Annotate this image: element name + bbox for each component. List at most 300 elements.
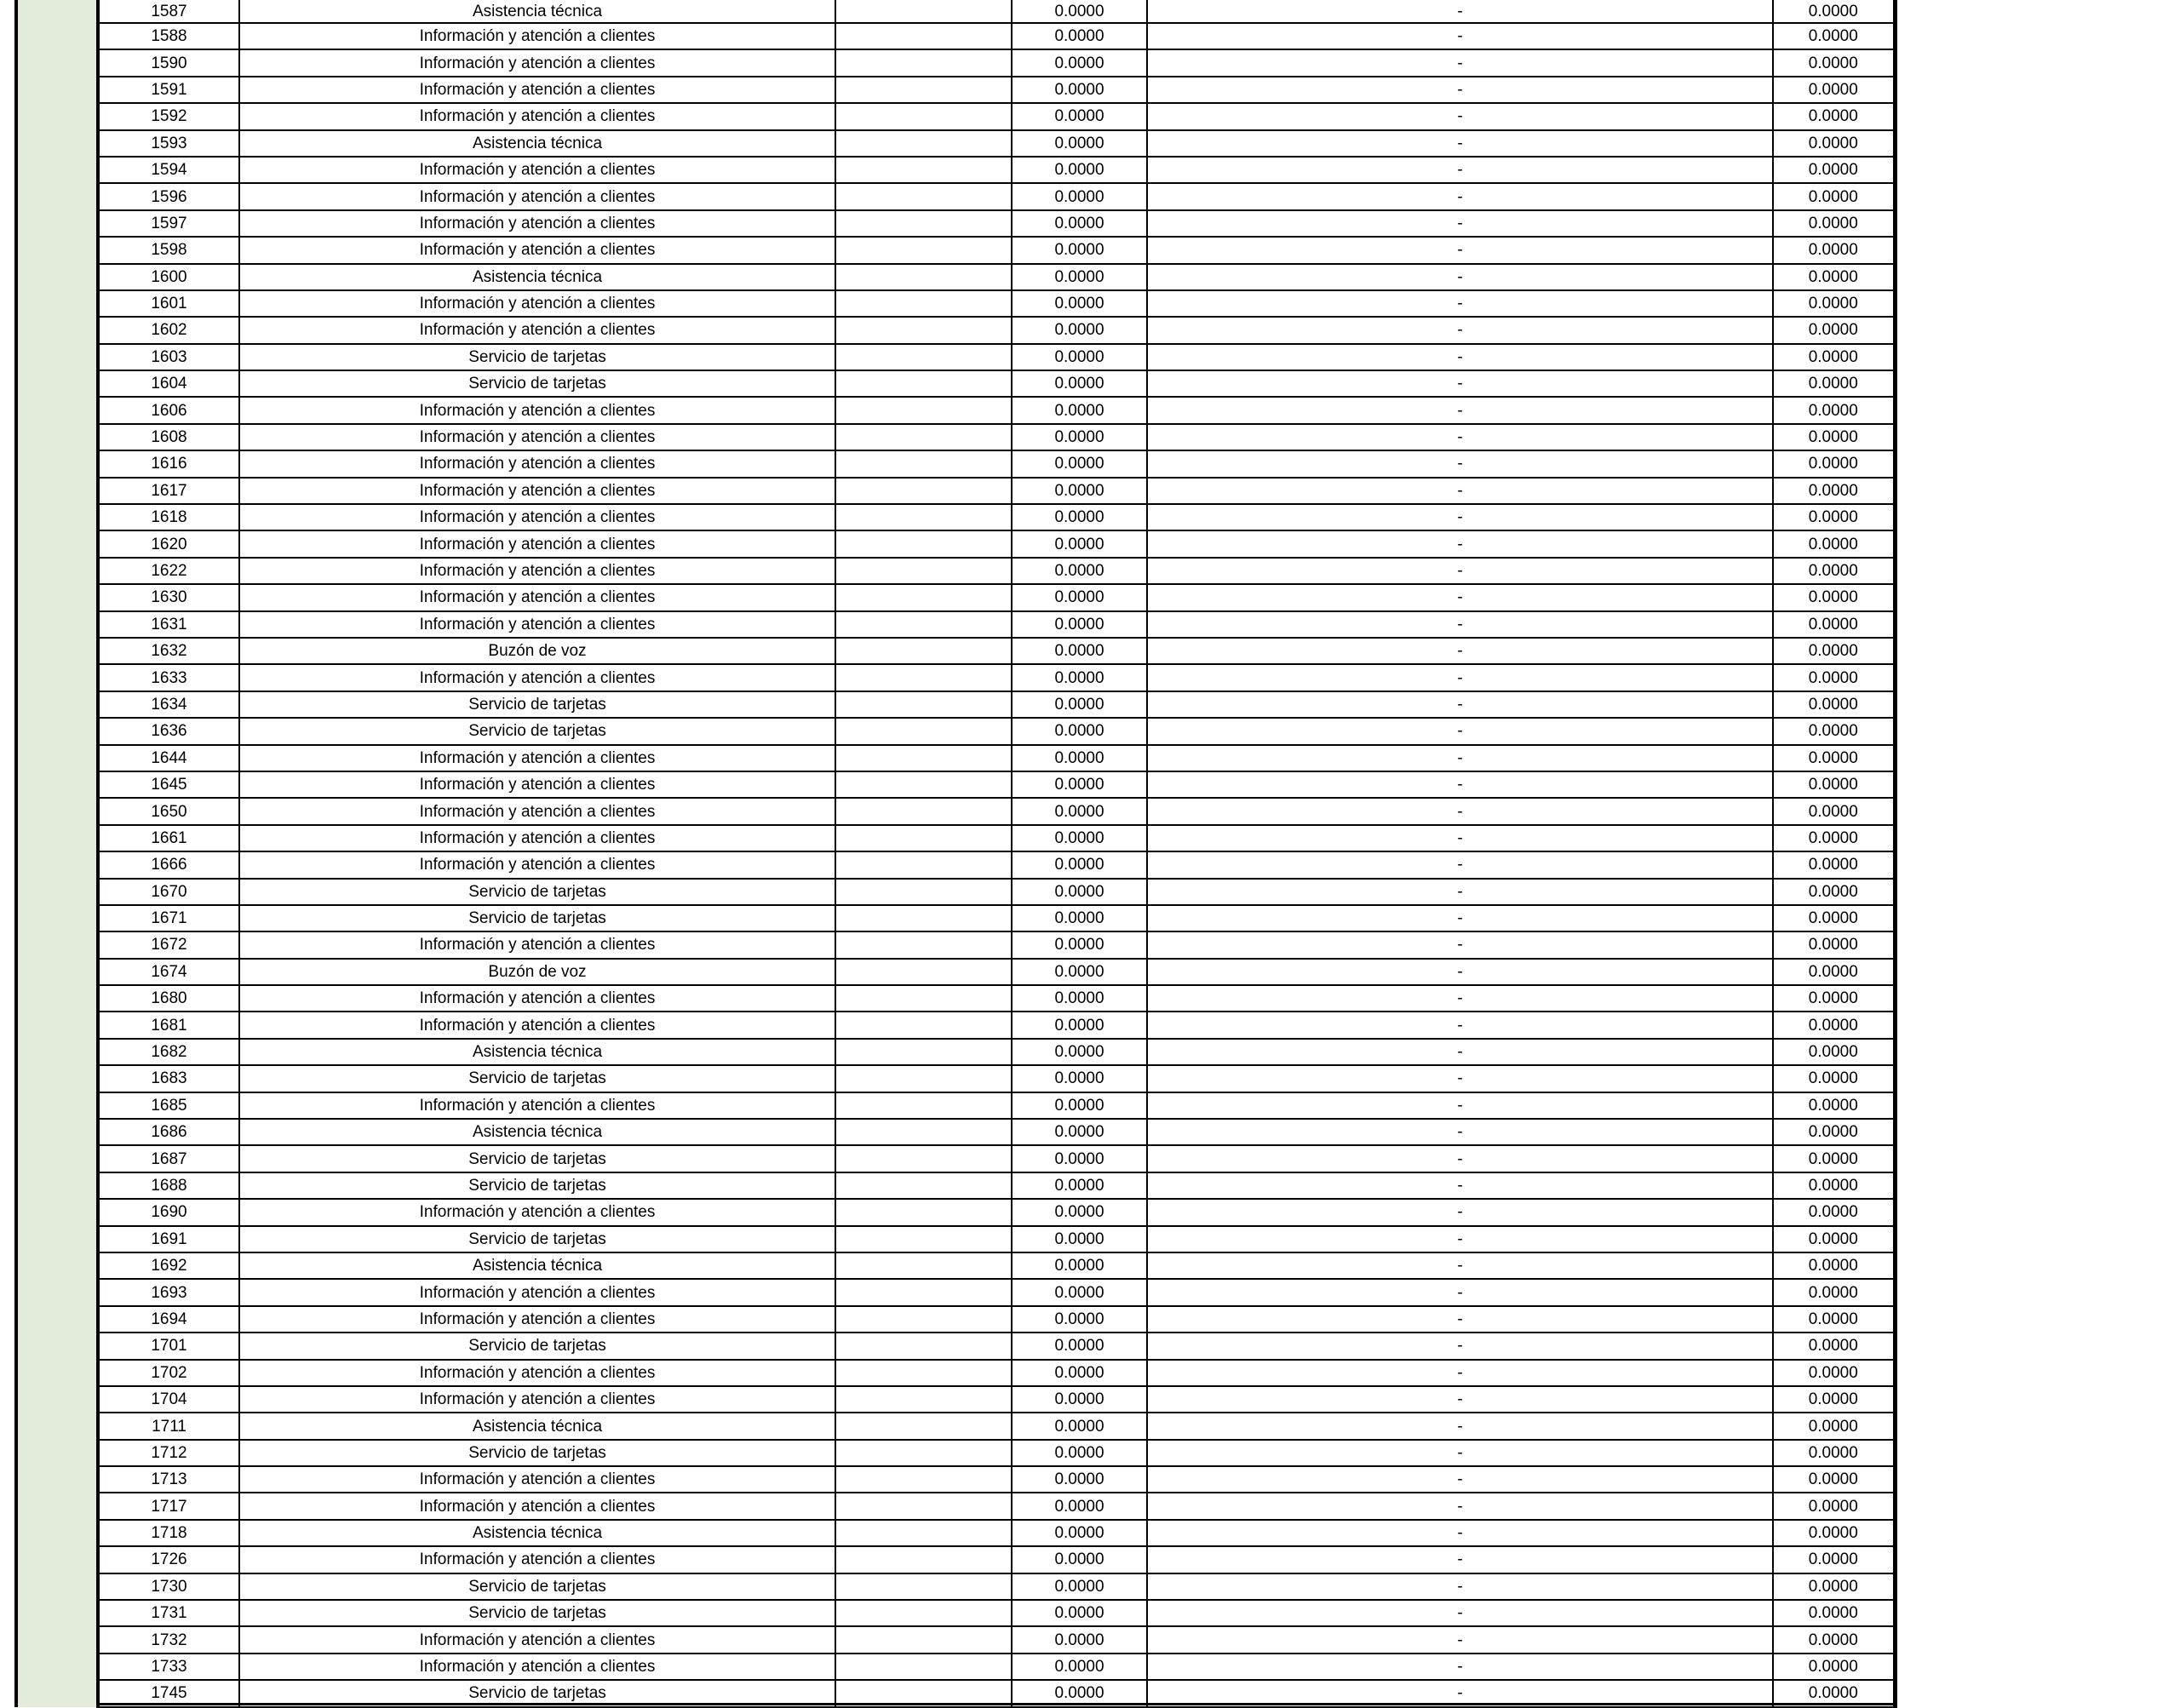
cell-service-type[interactable]: Información y atención a clientes bbox=[239, 611, 835, 638]
cell-empty[interactable] bbox=[835, 959, 1012, 985]
cell-empty[interactable] bbox=[835, 879, 1012, 905]
cell-service-type[interactable]: Buzón de voz bbox=[239, 959, 835, 985]
cell-total[interactable]: 0.0000 bbox=[1773, 798, 1895, 824]
cell-total[interactable]: 0.0000 bbox=[1773, 237, 1895, 263]
cell-total[interactable]: 0.0000 bbox=[1773, 1306, 1895, 1333]
cell-total[interactable]: 0.0000 bbox=[1773, 210, 1895, 237]
cell-value[interactable]: 0.0000 bbox=[1012, 1226, 1147, 1252]
cell-total[interactable]: 0.0000 bbox=[1773, 1145, 1895, 1172]
cell-service-type[interactable]: Información y atención a clientes bbox=[239, 1199, 835, 1225]
cell-empty[interactable] bbox=[835, 130, 1012, 157]
cell-dash[interactable]: - bbox=[1147, 450, 1773, 477]
cell-dash[interactable]: - bbox=[1147, 1680, 1773, 1706]
cell-value[interactable]: 0.0000 bbox=[1012, 905, 1147, 931]
cell-id[interactable]: 1587 bbox=[98, 0, 239, 23]
cell-service-type[interactable]: Información y atención a clientes bbox=[239, 478, 835, 504]
cell-id[interactable]: 1690 bbox=[98, 1199, 239, 1225]
cell-value[interactable]: 0.0000 bbox=[1012, 1626, 1147, 1653]
cell-id[interactable]: 1730 bbox=[98, 1573, 239, 1600]
cell-service-type[interactable]: Información y atención a clientes bbox=[239, 771, 835, 798]
cell-service-type[interactable]: Servicio de tarjetas bbox=[239, 879, 835, 905]
cell-total[interactable]: 0.0000 bbox=[1773, 504, 1895, 530]
cell-value[interactable]: 0.0000 bbox=[1012, 49, 1147, 76]
cell-id[interactable]: 1672 bbox=[98, 931, 239, 958]
cell-id[interactable]: 1701 bbox=[98, 1333, 239, 1359]
cell-dash[interactable]: - bbox=[1147, 49, 1773, 76]
cell-total[interactable]: 0.0000 bbox=[1773, 103, 1895, 129]
cell-value[interactable]: 0.0000 bbox=[1012, 1360, 1147, 1386]
cell-dash[interactable]: - bbox=[1147, 1626, 1773, 1653]
cell-value[interactable]: 0.0000 bbox=[1012, 397, 1147, 423]
cell-id[interactable]: 1617 bbox=[98, 478, 239, 504]
cell-dash[interactable]: - bbox=[1147, 478, 1773, 504]
cell-value[interactable]: 0.0000 bbox=[1012, 210, 1147, 237]
cell-id[interactable]: 1630 bbox=[98, 584, 239, 610]
cell-value[interactable]: 0.0000 bbox=[1012, 1199, 1147, 1225]
cell-dash[interactable]: - bbox=[1147, 771, 1773, 798]
cell-id[interactable]: 1588 bbox=[98, 23, 239, 49]
cell-id[interactable]: 1608 bbox=[98, 424, 239, 450]
cell-id[interactable]: 1645 bbox=[98, 771, 239, 798]
cell-service-type[interactable]: Información y atención a clientes bbox=[239, 1306, 835, 1333]
cell-id[interactable]: 1712 bbox=[98, 1440, 239, 1466]
cell-service-type[interactable]: Servicio de tarjetas bbox=[239, 1065, 835, 1092]
cell-value[interactable]: 0.0000 bbox=[1012, 1306, 1147, 1333]
cell-value[interactable]: 0.0000 bbox=[1012, 23, 1147, 49]
cell-dash[interactable]: - bbox=[1147, 157, 1773, 183]
cell-empty[interactable] bbox=[835, 370, 1012, 397]
cell-id[interactable]: 1731 bbox=[98, 1600, 239, 1626]
cell-service-type[interactable]: Información y atención a clientes bbox=[239, 825, 835, 851]
cell-value[interactable]: 0.0000 bbox=[1012, 478, 1147, 504]
cell-total[interactable]: 0.0000 bbox=[1773, 1440, 1895, 1466]
cell-service-type[interactable]: Servicio de tarjetas bbox=[239, 1680, 835, 1706]
cell-service-type[interactable]: Servicio de tarjetas bbox=[239, 1172, 835, 1199]
cell-service-type[interactable]: Información y atención a clientes bbox=[239, 210, 835, 237]
cell-id[interactable]: 1604 bbox=[98, 370, 239, 397]
cell-dash[interactable]: - bbox=[1147, 1520, 1773, 1546]
cell-service-type[interactable]: Asistencia técnica bbox=[239, 1413, 835, 1439]
cell-dash[interactable]: - bbox=[1147, 1333, 1773, 1359]
cell-id[interactable]: 1591 bbox=[98, 77, 239, 103]
cell-service-type[interactable]: Asistencia técnica bbox=[239, 130, 835, 157]
cell-value[interactable]: 0.0000 bbox=[1012, 1333, 1147, 1359]
cell-dash[interactable]: - bbox=[1147, 1279, 1773, 1305]
cell-service-type[interactable]: Asistencia técnica bbox=[239, 1119, 835, 1145]
cell-service-type[interactable]: Información y atención a clientes bbox=[239, 77, 835, 103]
cell-total[interactable]: 0.0000 bbox=[1773, 157, 1895, 183]
cell-value[interactable]: 0.0000 bbox=[1012, 370, 1147, 397]
cell-service-type[interactable]: Información y atención a clientes bbox=[239, 1626, 835, 1653]
cell-total[interactable]: 0.0000 bbox=[1773, 1092, 1895, 1119]
cell-value[interactable]: 0.0000 bbox=[1012, 530, 1147, 557]
cell-empty[interactable] bbox=[835, 638, 1012, 664]
cell-dash[interactable]: - bbox=[1147, 558, 1773, 584]
cell-id[interactable]: 1633 bbox=[98, 664, 239, 691]
cell-dash[interactable]: - bbox=[1147, 985, 1773, 1012]
cell-value[interactable]: 0.0000 bbox=[1012, 317, 1147, 343]
cell-empty[interactable] bbox=[835, 210, 1012, 237]
cell-total[interactable]: 0.0000 bbox=[1773, 1520, 1895, 1546]
cell-id[interactable]: 1596 bbox=[98, 183, 239, 209]
cell-value[interactable]: 0.0000 bbox=[1012, 1440, 1147, 1466]
cell-id[interactable]: 1686 bbox=[98, 1119, 239, 1145]
cell-id[interactable]: 1704 bbox=[98, 1386, 239, 1413]
cell-empty[interactable] bbox=[835, 1012, 1012, 1038]
cell-empty[interactable] bbox=[835, 691, 1012, 718]
cell-service-type[interactable]: Buzón de voz bbox=[239, 638, 835, 664]
cell-id[interactable]: 1661 bbox=[98, 825, 239, 851]
cell-empty[interactable] bbox=[835, 237, 1012, 263]
cell-empty[interactable] bbox=[835, 985, 1012, 1012]
cell-service-type[interactable]: Servicio de tarjetas bbox=[239, 1600, 835, 1626]
cell-total[interactable]: 0.0000 bbox=[1773, 825, 1895, 851]
cell-empty[interactable] bbox=[835, 1279, 1012, 1305]
cell-service-type[interactable]: Información y atención a clientes bbox=[239, 237, 835, 263]
cell-total[interactable]: 0.0000 bbox=[1773, 691, 1895, 718]
cell-total[interactable]: 0.0000 bbox=[1773, 1012, 1895, 1038]
cell-value[interactable]: 0.0000 bbox=[1012, 1092, 1147, 1119]
cell-service-type[interactable]: Información y atención a clientes bbox=[239, 985, 835, 1012]
cell-id[interactable]: 1592 bbox=[98, 103, 239, 129]
cell-empty[interactable] bbox=[835, 1546, 1012, 1573]
cell-empty[interactable] bbox=[835, 1386, 1012, 1413]
cell-empty[interactable] bbox=[835, 49, 1012, 76]
cell-dash[interactable]: - bbox=[1147, 825, 1773, 851]
cell-value[interactable]: 0.0000 bbox=[1012, 157, 1147, 183]
cell-dash[interactable]: - bbox=[1147, 1573, 1773, 1600]
cell-dash[interactable]: - bbox=[1147, 745, 1773, 771]
cell-value[interactable]: 0.0000 bbox=[1012, 1252, 1147, 1279]
cell-service-type[interactable]: Información y atención a clientes bbox=[239, 1012, 835, 1038]
cell-dash[interactable]: - bbox=[1147, 504, 1773, 530]
cell-value[interactable]: 0.0000 bbox=[1012, 931, 1147, 958]
cell-id[interactable]: 1616 bbox=[98, 450, 239, 477]
cell-dash[interactable]: - bbox=[1147, 1145, 1773, 1172]
cell-value[interactable]: 0.0000 bbox=[1012, 290, 1147, 317]
cell-total[interactable]: 0.0000 bbox=[1773, 879, 1895, 905]
cell-dash[interactable]: - bbox=[1147, 77, 1773, 103]
cell-id[interactable]: 1685 bbox=[98, 1092, 239, 1119]
cell-service-type[interactable]: Asistencia técnica bbox=[239, 1520, 835, 1546]
cell-empty[interactable] bbox=[835, 1226, 1012, 1252]
cell-service-type[interactable]: Información y atención a clientes bbox=[239, 103, 835, 129]
cell-value[interactable]: 0.0000 bbox=[1012, 183, 1147, 209]
cell-dash[interactable]: - bbox=[1147, 1065, 1773, 1092]
cell-value[interactable]: 0.0000 bbox=[1012, 664, 1147, 691]
cell-empty[interactable] bbox=[835, 905, 1012, 931]
cell-id[interactable]: 1594 bbox=[98, 157, 239, 183]
cell-dash[interactable]: - bbox=[1147, 1360, 1773, 1386]
cell-dash[interactable]: - bbox=[1147, 0, 1773, 23]
cell-total[interactable]: 0.0000 bbox=[1773, 611, 1895, 638]
cell-value[interactable]: 0.0000 bbox=[1012, 1654, 1147, 1680]
cell-service-type[interactable]: Información y atención a clientes bbox=[239, 49, 835, 76]
cell-service-type[interactable]: Asistencia técnica bbox=[239, 0, 835, 23]
cell-id[interactable]: 1601 bbox=[98, 290, 239, 317]
cell-id[interactable]: 1666 bbox=[98, 851, 239, 878]
cell-id[interactable]: 1683 bbox=[98, 1065, 239, 1092]
cell-total[interactable]: 0.0000 bbox=[1773, 745, 1895, 771]
cell-dash[interactable]: - bbox=[1147, 1654, 1773, 1680]
cell-total[interactable]: 0.0000 bbox=[1773, 397, 1895, 423]
cell-dash[interactable]: - bbox=[1147, 1440, 1773, 1466]
cell-dash[interactable]: - bbox=[1147, 23, 1773, 49]
cell-service-type[interactable]: Asistencia técnica bbox=[239, 264, 835, 290]
cell-empty[interactable] bbox=[835, 530, 1012, 557]
cell-value[interactable]: 0.0000 bbox=[1012, 745, 1147, 771]
cell-id[interactable]: 1670 bbox=[98, 879, 239, 905]
cell-id[interactable]: 1598 bbox=[98, 237, 239, 263]
cell-empty[interactable] bbox=[835, 1413, 1012, 1439]
cell-id[interactable]: 1632 bbox=[98, 638, 239, 664]
cell-value[interactable]: 0.0000 bbox=[1012, 1520, 1147, 1546]
cell-value[interactable]: 0.0000 bbox=[1012, 584, 1147, 610]
cell-total[interactable]: 0.0000 bbox=[1773, 1199, 1895, 1225]
cell-id[interactable]: 1603 bbox=[98, 344, 239, 370]
cell-total[interactable]: 0.0000 bbox=[1773, 771, 1895, 798]
cell-empty[interactable] bbox=[835, 851, 1012, 878]
cell-dash[interactable]: - bbox=[1147, 611, 1773, 638]
cell-empty[interactable] bbox=[835, 0, 1012, 23]
cell-total[interactable]: 0.0000 bbox=[1773, 1413, 1895, 1439]
cell-service-type[interactable]: Información y atención a clientes bbox=[239, 558, 835, 584]
cell-value[interactable]: 0.0000 bbox=[1012, 718, 1147, 744]
cell-dash[interactable]: - bbox=[1147, 1199, 1773, 1225]
cell-empty[interactable] bbox=[835, 1172, 1012, 1199]
cell-dash[interactable]: - bbox=[1147, 905, 1773, 931]
cell-empty[interactable] bbox=[835, 1520, 1012, 1546]
cell-total[interactable]: 0.0000 bbox=[1773, 1119, 1895, 1145]
cell-value[interactable]: 0.0000 bbox=[1012, 103, 1147, 129]
cell-id[interactable]: 1671 bbox=[98, 905, 239, 931]
cell-total[interactable]: 0.0000 bbox=[1773, 1039, 1895, 1065]
cell-total[interactable]: 0.0000 bbox=[1773, 424, 1895, 450]
cell-dash[interactable]: - bbox=[1147, 1413, 1773, 1439]
cell-value[interactable]: 0.0000 bbox=[1012, 1573, 1147, 1600]
cell-total[interactable]: 0.0000 bbox=[1773, 1546, 1895, 1573]
cell-dash[interactable]: - bbox=[1147, 584, 1773, 610]
cell-total[interactable]: 0.0000 bbox=[1773, 530, 1895, 557]
cell-service-type[interactable]: Asistencia técnica bbox=[239, 1252, 835, 1279]
cell-empty[interactable] bbox=[835, 1039, 1012, 1065]
cell-empty[interactable] bbox=[835, 718, 1012, 744]
cell-empty[interactable] bbox=[835, 771, 1012, 798]
cell-value[interactable]: 0.0000 bbox=[1012, 1413, 1147, 1439]
cell-value[interactable]: 0.0000 bbox=[1012, 1680, 1147, 1706]
cell-total[interactable]: 0.0000 bbox=[1773, 450, 1895, 477]
cell-dash[interactable]: - bbox=[1147, 1172, 1773, 1199]
cell-id[interactable]: 1717 bbox=[98, 1493, 239, 1519]
cell-total[interactable]: 0.0000 bbox=[1773, 1573, 1895, 1600]
cell-total[interactable]: 0.0000 bbox=[1773, 1466, 1895, 1493]
cell-value[interactable]: 0.0000 bbox=[1012, 1386, 1147, 1413]
cell-dash[interactable]: - bbox=[1147, 183, 1773, 209]
cell-value[interactable]: 0.0000 bbox=[1012, 851, 1147, 878]
cell-service-type[interactable]: Información y atención a clientes bbox=[239, 1493, 835, 1519]
cell-dash[interactable]: - bbox=[1147, 1252, 1773, 1279]
cell-total[interactable]: 0.0000 bbox=[1773, 985, 1895, 1012]
cell-service-type[interactable]: Información y atención a clientes bbox=[239, 317, 835, 343]
cell-total[interactable]: 0.0000 bbox=[1773, 344, 1895, 370]
cell-service-type[interactable]: Información y atención a clientes bbox=[239, 397, 835, 423]
cell-total[interactable]: 0.0000 bbox=[1773, 931, 1895, 958]
cell-id[interactable]: 1593 bbox=[98, 130, 239, 157]
cell-dash[interactable]: - bbox=[1147, 530, 1773, 557]
cell-total[interactable]: 0.0000 bbox=[1773, 1680, 1895, 1706]
cell-total[interactable]: 0.0000 bbox=[1773, 851, 1895, 878]
cell-id[interactable]: 1650 bbox=[98, 798, 239, 824]
cell-value[interactable]: 0.0000 bbox=[1012, 1145, 1147, 1172]
cell-value[interactable]: 0.0000 bbox=[1012, 985, 1147, 1012]
cell-value[interactable]: 0.0000 bbox=[1012, 798, 1147, 824]
cell-empty[interactable] bbox=[835, 1466, 1012, 1493]
cell-empty[interactable] bbox=[835, 1654, 1012, 1680]
cell-empty[interactable] bbox=[835, 264, 1012, 290]
cell-service-type[interactable]: Información y atención a clientes bbox=[239, 1466, 835, 1493]
cell-value[interactable]: 0.0000 bbox=[1012, 1600, 1147, 1626]
cell-empty[interactable] bbox=[835, 825, 1012, 851]
cell-empty[interactable] bbox=[835, 1493, 1012, 1519]
cell-value[interactable]: 0.0000 bbox=[1012, 1119, 1147, 1145]
cell-empty[interactable] bbox=[835, 584, 1012, 610]
cell-id[interactable]: 1636 bbox=[98, 718, 239, 744]
cell-value[interactable]: 0.0000 bbox=[1012, 1172, 1147, 1199]
cell-id[interactable]: 1622 bbox=[98, 558, 239, 584]
cell-total[interactable]: 0.0000 bbox=[1773, 1386, 1895, 1413]
cell-service-type[interactable]: Información y atención a clientes bbox=[239, 183, 835, 209]
cell-service-type[interactable]: Información y atención a clientes bbox=[239, 504, 835, 530]
cell-service-type[interactable]: Servicio de tarjetas bbox=[239, 370, 835, 397]
cell-service-type[interactable]: Asistencia técnica bbox=[239, 1039, 835, 1065]
cell-value[interactable]: 0.0000 bbox=[1012, 450, 1147, 477]
cell-dash[interactable]: - bbox=[1147, 317, 1773, 343]
cell-id[interactable]: 1733 bbox=[98, 1654, 239, 1680]
cell-empty[interactable] bbox=[835, 77, 1012, 103]
cell-empty[interactable] bbox=[835, 664, 1012, 691]
cell-value[interactable]: 0.0000 bbox=[1012, 504, 1147, 530]
cell-id[interactable]: 1692 bbox=[98, 1252, 239, 1279]
cell-dash[interactable]: - bbox=[1147, 1493, 1773, 1519]
cell-value[interactable]: 0.0000 bbox=[1012, 77, 1147, 103]
cell-total[interactable]: 0.0000 bbox=[1773, 638, 1895, 664]
cell-dash[interactable]: - bbox=[1147, 397, 1773, 423]
cell-id[interactable]: 1620 bbox=[98, 530, 239, 557]
cell-value[interactable]: 0.0000 bbox=[1012, 264, 1147, 290]
cell-dash[interactable]: - bbox=[1147, 879, 1773, 905]
cell-dash[interactable]: - bbox=[1147, 1600, 1773, 1626]
cell-total[interactable]: 0.0000 bbox=[1773, 23, 1895, 49]
cell-total[interactable]: 0.0000 bbox=[1773, 1065, 1895, 1092]
cell-total[interactable]: 0.0000 bbox=[1773, 317, 1895, 343]
cell-id[interactable]: 1732 bbox=[98, 1626, 239, 1653]
cell-id[interactable]: 1674 bbox=[98, 959, 239, 985]
cell-service-type[interactable]: Información y atención a clientes bbox=[239, 530, 835, 557]
cell-service-type[interactable]: Información y atención a clientes bbox=[239, 424, 835, 450]
cell-total[interactable]: 0.0000 bbox=[1773, 1654, 1895, 1680]
cell-empty[interactable] bbox=[835, 103, 1012, 129]
cell-total[interactable]: 0.0000 bbox=[1773, 905, 1895, 931]
cell-service-type[interactable]: Información y atención a clientes bbox=[239, 1279, 835, 1305]
cell-value[interactable]: 0.0000 bbox=[1012, 344, 1147, 370]
cell-dash[interactable]: - bbox=[1147, 931, 1773, 958]
cell-service-type[interactable]: Servicio de tarjetas bbox=[239, 1440, 835, 1466]
cell-empty[interactable] bbox=[835, 23, 1012, 49]
cell-service-type[interactable]: Servicio de tarjetas bbox=[239, 1333, 835, 1359]
cell-dash[interactable]: - bbox=[1147, 290, 1773, 317]
cell-total[interactable]: 0.0000 bbox=[1773, 49, 1895, 76]
cell-id[interactable]: 1597 bbox=[98, 210, 239, 237]
cell-empty[interactable] bbox=[835, 931, 1012, 958]
cell-empty[interactable] bbox=[835, 424, 1012, 450]
cell-total[interactable]: 0.0000 bbox=[1773, 1493, 1895, 1519]
cell-dash[interactable]: - bbox=[1147, 1306, 1773, 1333]
cell-empty[interactable] bbox=[835, 1065, 1012, 1092]
cell-id[interactable]: 1702 bbox=[98, 1360, 239, 1386]
cell-dash[interactable]: - bbox=[1147, 798, 1773, 824]
cell-id[interactable]: 1687 bbox=[98, 1145, 239, 1172]
cell-service-type[interactable]: Servicio de tarjetas bbox=[239, 1573, 835, 1600]
cell-total[interactable]: 0.0000 bbox=[1773, 959, 1895, 985]
cell-id[interactable]: 1713 bbox=[98, 1466, 239, 1493]
cell-service-type[interactable]: Servicio de tarjetas bbox=[239, 1145, 835, 1172]
cell-service-type[interactable]: Servicio de tarjetas bbox=[239, 344, 835, 370]
cell-value[interactable]: 0.0000 bbox=[1012, 611, 1147, 638]
cell-empty[interactable] bbox=[835, 317, 1012, 343]
cell-dash[interactable]: - bbox=[1147, 1119, 1773, 1145]
cell-id[interactable]: 1644 bbox=[98, 745, 239, 771]
cell-service-type[interactable]: Información y atención a clientes bbox=[239, 798, 835, 824]
cell-empty[interactable] bbox=[835, 157, 1012, 183]
cell-empty[interactable] bbox=[835, 1119, 1012, 1145]
cell-service-type[interactable]: Información y atención a clientes bbox=[239, 450, 835, 477]
cell-service-type[interactable]: Servicio de tarjetas bbox=[239, 905, 835, 931]
cell-value[interactable]: 0.0000 bbox=[1012, 1012, 1147, 1038]
cell-total[interactable]: 0.0000 bbox=[1773, 1279, 1895, 1305]
cell-total[interactable]: 0.0000 bbox=[1773, 264, 1895, 290]
cell-id[interactable]: 1618 bbox=[98, 504, 239, 530]
cell-value[interactable]: 0.0000 bbox=[1012, 1546, 1147, 1573]
cell-dash[interactable]: - bbox=[1147, 959, 1773, 985]
cell-total[interactable]: 0.0000 bbox=[1773, 1360, 1895, 1386]
cell-empty[interactable] bbox=[835, 450, 1012, 477]
cell-value[interactable]: 0.0000 bbox=[1012, 771, 1147, 798]
cell-service-type[interactable]: Información y atención a clientes bbox=[239, 290, 835, 317]
cell-id[interactable]: 1680 bbox=[98, 985, 239, 1012]
cell-dash[interactable]: - bbox=[1147, 638, 1773, 664]
cell-dash[interactable]: - bbox=[1147, 1226, 1773, 1252]
cell-id[interactable]: 1681 bbox=[98, 1012, 239, 1038]
cell-id[interactable]: 1691 bbox=[98, 1226, 239, 1252]
cell-dash[interactable]: - bbox=[1147, 103, 1773, 129]
cell-total[interactable]: 0.0000 bbox=[1773, 1252, 1895, 1279]
cell-id[interactable]: 1631 bbox=[98, 611, 239, 638]
cell-service-type[interactable]: Servicio de tarjetas bbox=[239, 1226, 835, 1252]
cell-dash[interactable]: - bbox=[1147, 1546, 1773, 1573]
cell-dash[interactable]: - bbox=[1147, 1466, 1773, 1493]
cell-empty[interactable] bbox=[835, 558, 1012, 584]
cell-service-type[interactable]: Información y atención a clientes bbox=[239, 745, 835, 771]
cell-empty[interactable] bbox=[835, 1199, 1012, 1225]
cell-empty[interactable] bbox=[835, 183, 1012, 209]
cell-empty[interactable] bbox=[835, 1600, 1012, 1626]
cell-value[interactable]: 0.0000 bbox=[1012, 691, 1147, 718]
cell-dash[interactable]: - bbox=[1147, 130, 1773, 157]
cell-id[interactable]: 1745 bbox=[98, 1680, 239, 1706]
cell-dash[interactable]: - bbox=[1147, 691, 1773, 718]
cell-empty[interactable] bbox=[835, 1573, 1012, 1600]
cell-value[interactable]: 0.0000 bbox=[1012, 1039, 1147, 1065]
